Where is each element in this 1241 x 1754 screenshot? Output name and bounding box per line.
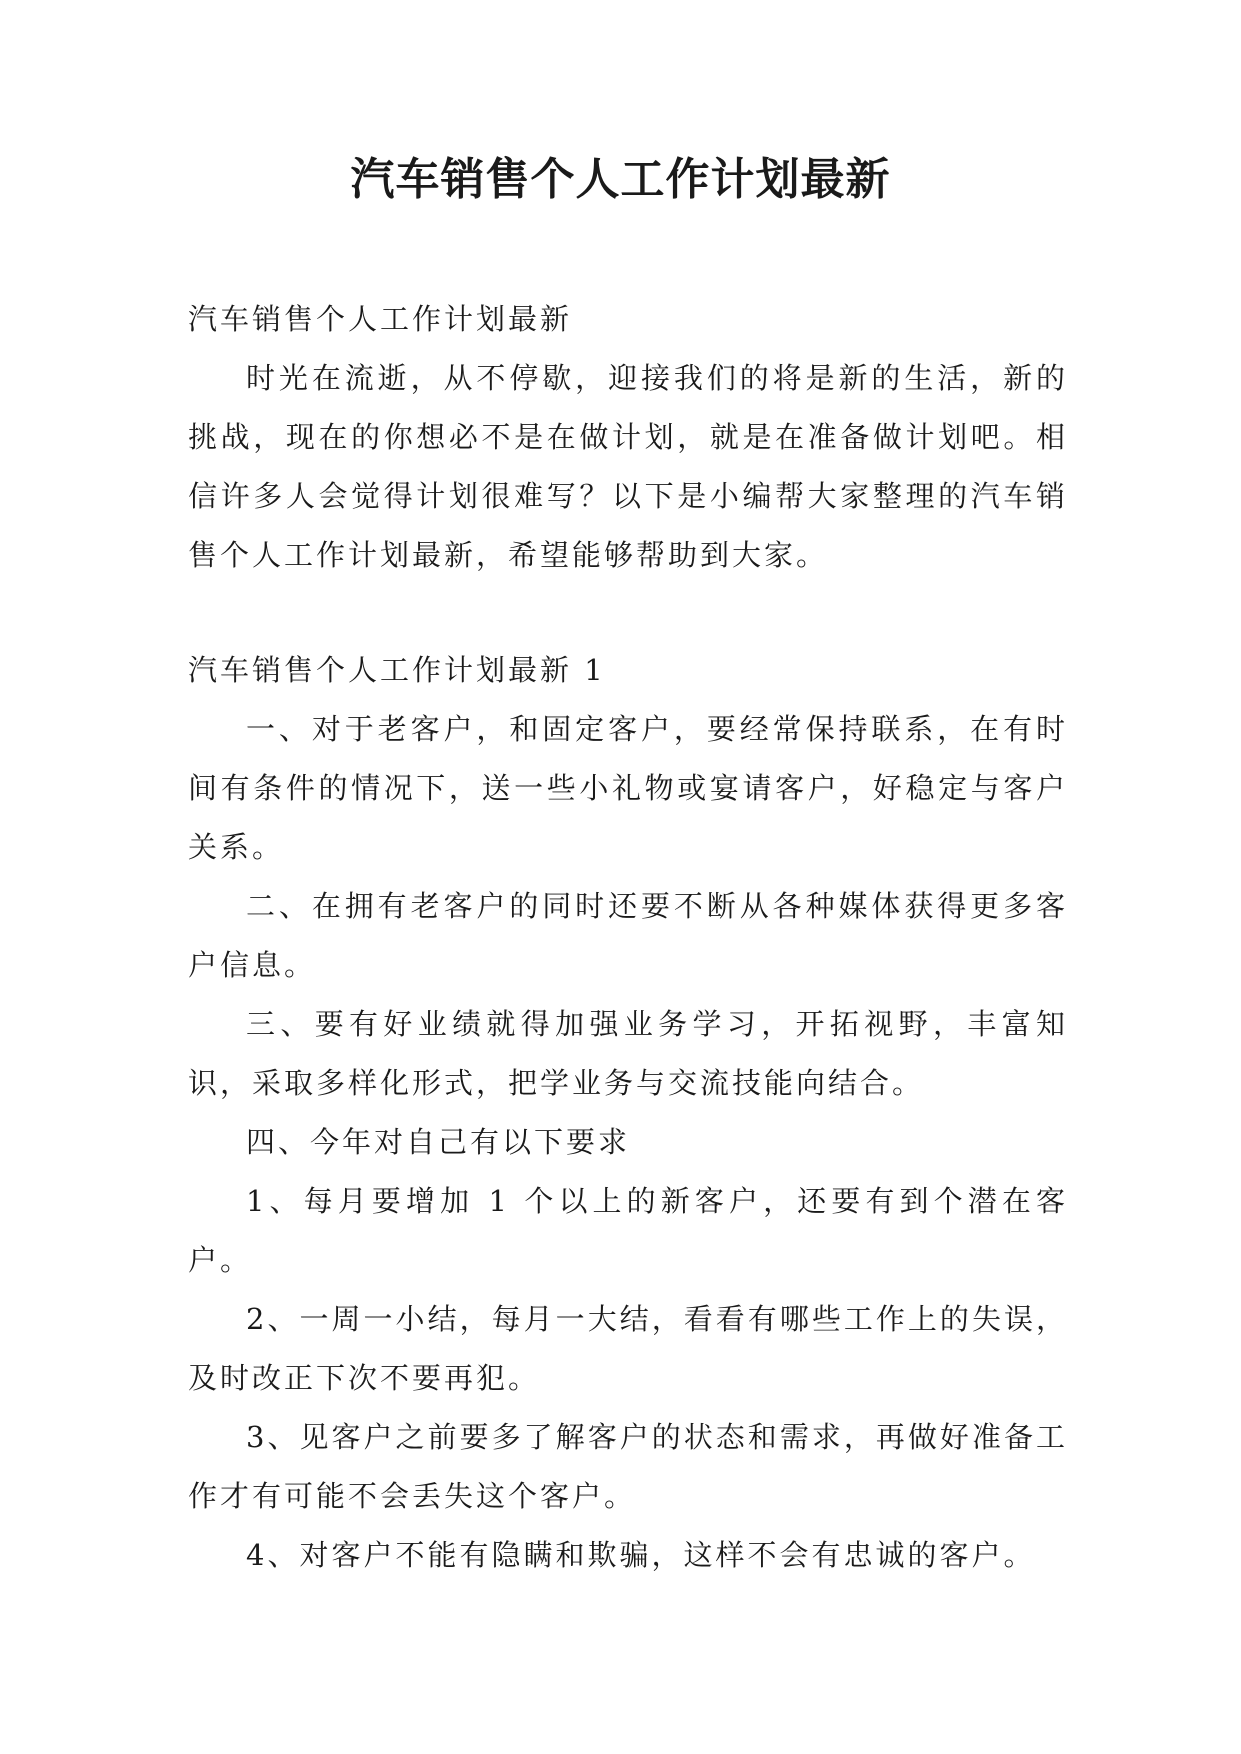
paragraph-item: 1、每月要增加 1 个以上的新客户，还要有到个潜在客户。 — [188, 1184, 1068, 1277]
paragraph-item: 一、对于老客户，和固定客户，要经常保持联系，在有时间有条件的情况下，送一些小礼物或宴请客户，好稳定与客户关系。 — [188, 712, 1068, 864]
document-title: 汽车销售个人工作计划最新 — [350, 154, 891, 205]
intro-heading: 汽车销售个人工作计划最新 — [188, 302, 573, 336]
paragraph-item: 2、一周一小结，每月一大结，看看有哪些工作上的失误，及时改正下次不要再犯。 — [188, 1302, 1068, 1395]
paragraph-item: 二、在拥有老客户的同时还要不断从各种媒体获得更多客户信息。 — [188, 889, 1068, 982]
paragraph-item: 三、要有好业绩就得加强业务学习，开拓视野，丰富知识，采取多样化形式，把学业务与交流技能向结合。 — [188, 1007, 1068, 1100]
paragraph-item: 四、今年对自己有以下要求 — [246, 1125, 631, 1159]
section-spacer — [188, 585, 1068, 641]
paragraph-item: 4、对客户不能有隐瞒和欺骗，这样不会有忠诚的客户。 — [246, 1538, 1036, 1572]
intro-paragraph: 时光在流逝，从不停歇，迎接我们的将是新的生活，新的挑战，现在的你想必不是在做计划，就是在准备做计划吧。相信许多人会觉得计划很难写？以下是小编帮大家整理的汽车销售个人工作计划最新，希望能够帮助到大家。 — [188, 361, 1068, 572]
document-body — [188, 290, 1068, 1585]
section-heading: 汽车销售个人工作计划最新 1 — [188, 653, 606, 687]
paragraph-item: 3、见客户之前要多了解客户的状态和需求，再做好准备工作才有可能不会丢失这个客户。 — [188, 1420, 1068, 1513]
